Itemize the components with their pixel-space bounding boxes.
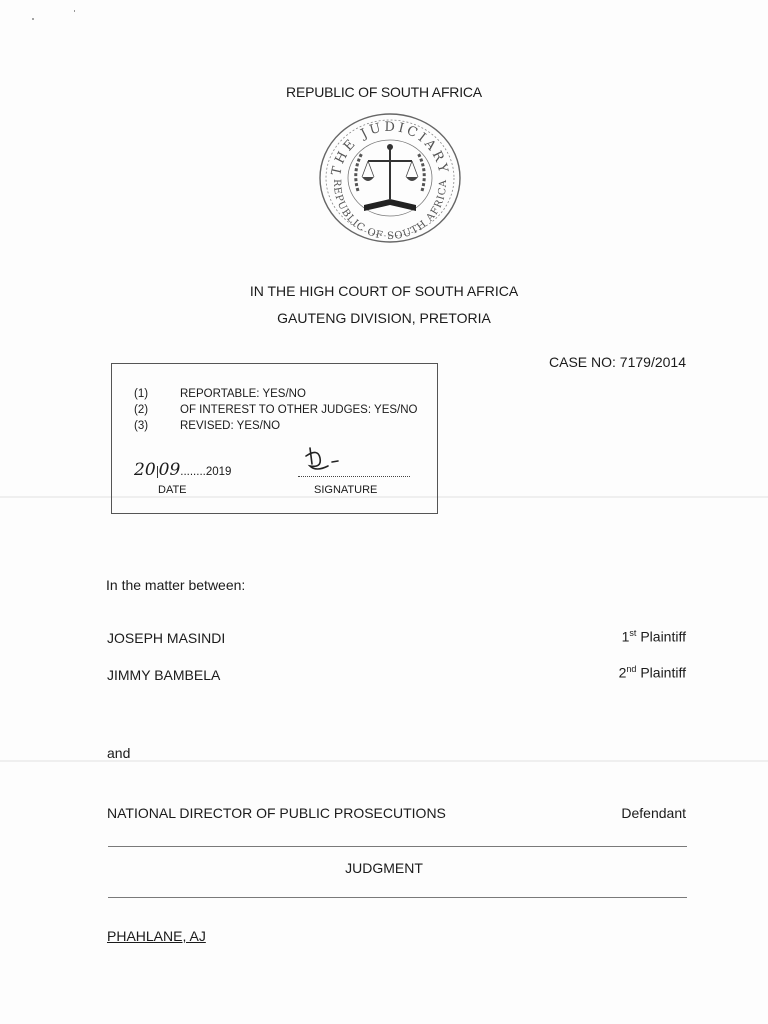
scan-speck xyxy=(32,18,34,20)
case-number: CASE NO: 7179/2014 xyxy=(549,354,686,370)
defendant-name: NATIONAL DIRECTOR OF PUBLIC PROSECUTIONS xyxy=(107,805,446,821)
stamp-item: (2) OF INTEREST TO OTHER JUDGES: YES/NO xyxy=(134,404,418,416)
judge-name: PHAHLANE, AJ xyxy=(107,928,206,944)
second-plaintiff-role: 2nd Plaintiff xyxy=(618,664,686,681)
court-division: GAUTENG DIVISION, PRETORIA xyxy=(277,310,491,326)
judgment-heading: JUDGMENT xyxy=(345,860,423,876)
conjunction: and xyxy=(107,745,131,761)
first-plaintiff-name: JOSEPH MASINDI xyxy=(107,630,226,646)
divider-top xyxy=(108,846,687,847)
handwritten-signature xyxy=(302,444,362,478)
divider-bottom xyxy=(108,897,687,898)
first-plaintiff-role: 1st Plaintiff xyxy=(621,628,686,645)
judiciary-seal xyxy=(318,111,462,245)
stamp-item: (1) REPORTABLE: YES/NO xyxy=(134,388,306,400)
signature-line xyxy=(298,476,410,477)
handwritten-day: 20 xyxy=(134,460,156,480)
court-name: IN THE HIGH COURT OF SOUTH AFRICA xyxy=(249,283,519,299)
date-year: 2019 xyxy=(205,466,232,478)
second-plaintiff-name: JIMMY BAMBELA xyxy=(107,667,221,683)
matter-intro: In the matter between: xyxy=(106,577,246,593)
svg-text:THE JUDICIARY: THE JUDICIARY xyxy=(329,119,451,177)
stamp-date: 20 09........2019 xyxy=(134,460,232,480)
country-heading: REPUBLIC OF SOUTH AFRICA xyxy=(286,84,482,100)
scan-speck xyxy=(74,10,75,12)
reportable-stamp-box xyxy=(111,363,438,514)
date-label: DATE xyxy=(158,484,187,496)
svg-text:REPUBLIC OF SOUTH AFRICA: REPUBLIC OF SOUTH AFRICA xyxy=(330,178,450,243)
stamp-item: (3) REVISED: YES/NO xyxy=(134,420,281,432)
defendant-role: Defendant xyxy=(621,805,686,821)
handwritten-month: 09 xyxy=(158,460,181,480)
signature-label: SIGNATURE xyxy=(314,484,378,496)
